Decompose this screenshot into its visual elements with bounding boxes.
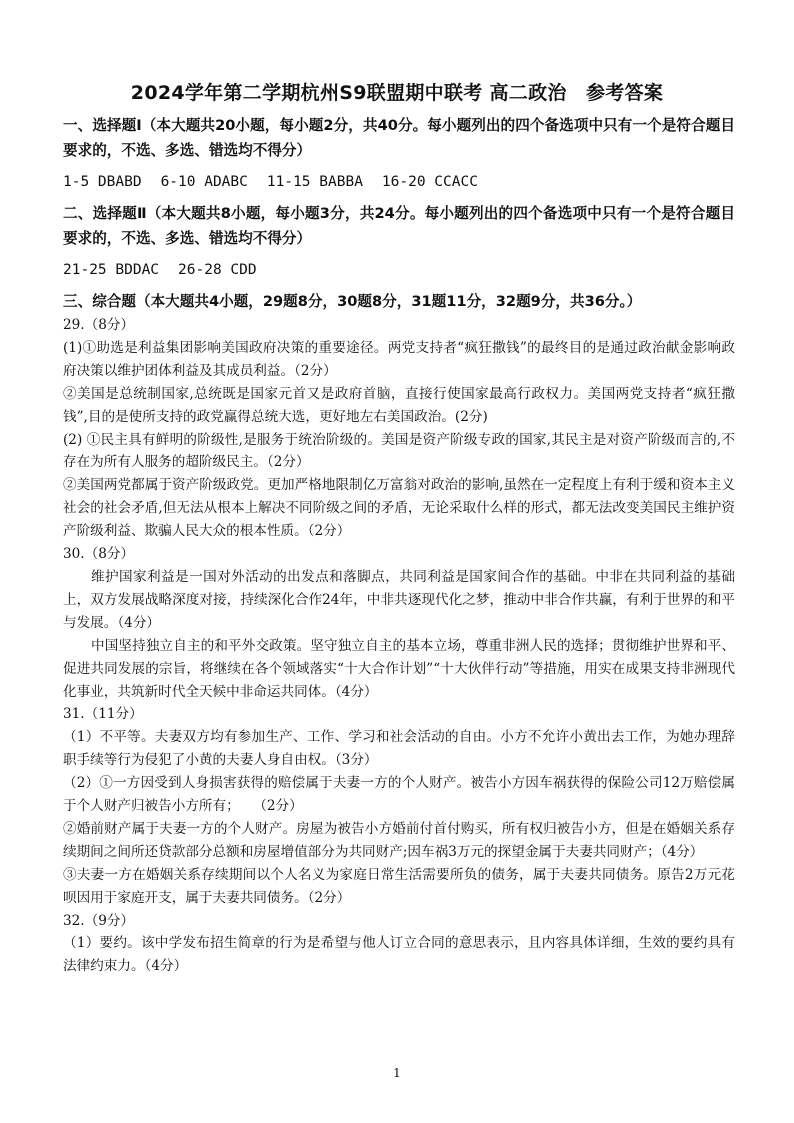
answer-group: 6-10 ADABC (160, 174, 248, 190)
question-30-number: 30.（8分） (63, 546, 135, 563)
answer-group: 26-28 CDD (178, 262, 257, 278)
section2-heading: 二、选择题Ⅱ（本大题共8小题，每小题3分，共24分。每小题列出的四个备选项中只有一个是符合题目要求的，不选、多选、错选均不得分） (63, 205, 735, 247)
q31-paragraph: ②婚前财产属于夫妻一方的个人财产。房屋为被告小方婚前付首付购买，所有权归被告小方，但是在婚姻关系存续期间之间所还贷款部分总额和房屋增值部分为共同财产;因车祸3万元的探望金属于夫妻共同财产；（4分） (63, 820, 735, 860)
q31-paragraph: （1）不平等。夫妻双方均有参加生产、工作、学习和社会活动的自由。小方不允许小黄出去工作，为她办理辞职手续等行为侵犯了小黄的夫妻人身自由权。（3分） (63, 729, 735, 769)
page-title: 2024学年第二学期杭州S9联盟期中联考 高二政治 参考答案 (130, 82, 664, 104)
section1-heading: 一、选择题Ⅰ（本大题共20小题，每小题2分，共40分。每小题列出的四个备选项中只有一个是符合题目要求的，不选、多选、错选均不得分） (63, 117, 735, 159)
q29-paragraph: ②美国两党都属于资产阶级政党。更加严格地限制亿万富翁对政治的影响,虽然在一定程度上有利于缓和资本主义社会的社会矛盾,但无法从根本上解决不同阶级之间的矛盾，无论采取什么样的形式，都无法改变美国民主维护资产阶级利益、欺骗人民大众的根本性质。（2分） (63, 477, 735, 540)
question-31-number: 31.（11分） (63, 706, 143, 723)
answer-group: 21-25 BDDAC (63, 262, 160, 278)
answer-group: 11-15 BABBA (266, 174, 363, 190)
section3-heading: 三、综合题（本大题共4小题，29题8分，30题8分，31题11分，32题9分，共36分。） (63, 293, 642, 310)
answer-group: 16-20 CCACC (381, 174, 478, 190)
q29-paragraph: (1)①助选是利益集团影响美国政府决策的重要途径。两党支持者“疯狂撒钱”的最终目的是通过政治献金影响政府决策以维护团体利益及其成员利益。（2分） (63, 339, 735, 379)
q30-paragraph: 中国坚持独立自主的和平外交政策。坚守独立自主的基本立场，尊重非洲人民的选择；贯彻维护世界和平、促进共同发展的宗旨，将继续在各个领域落实“十大合作计划”“十大伙伴行动”等措施，用实在成果支持非洲现代化事业，共筑新时代全天候中非命运共同体。（4分） (63, 637, 735, 700)
answer-group: 1-5 DBABD (63, 174, 142, 190)
section1-answers (63, 170, 735, 195)
page-number: 1 (393, 1066, 401, 1080)
q31-paragraph: ③夫妻一方在婚姻关系存续期间以个人名义为家庭日常生活需要所负的债务，属于夫妻共同债务。原告2万元花呗因用于家庭开支，属于夫妻共同债务。（2分） (63, 866, 735, 906)
question-29-number: 29.（8分） (63, 317, 135, 333)
section2-answers (63, 258, 735, 283)
q29-paragraph: ②美国是总统制国家,总统既是国家元首又是政府首脑，直接行使国家最高行政权力。美国两党支持者“疯狂撒钱”,目的是使所支持的政党赢得总统大选，更好地左右美国政治。(2分) (63, 385, 735, 425)
q30-paragraph: 维护国家利益是一国对外活动的出发点和落脚点，共同利益是国家间合作的基础。中非在共同利益的基础上，双方发展战略深度对接，持续深化合作24年，中非共逐现代化之梦，推动中非合作共赢，有利于世界的和平与发展。（4分） (63, 568, 735, 631)
q32-paragraph: （1）要约。该中学发布招生简章的行为是希望与他人订立合同的意思表示，且内容具体详细，生效的要约具有法律约束力。（4分） (63, 935, 735, 975)
q31-paragraph: （2）①一方因受到人身损害获得的赔偿属于夫妻一方的个人财产。被告小方因车祸获得的保险公司12万赔偿属于个人财产归被告小方所有； （2分） (63, 775, 735, 815)
answer-content (63, 113, 735, 978)
question-32-number: 32.（9分） (63, 912, 135, 929)
q29-paragraph: (2) ①民主具有鲜明的阶级性,是服务于统治阶级的。美国是资产阶级专政的国家,其民主是对资产阶级而言的,不存在为所有人服务的超阶级民主。（2分） (63, 431, 735, 471)
